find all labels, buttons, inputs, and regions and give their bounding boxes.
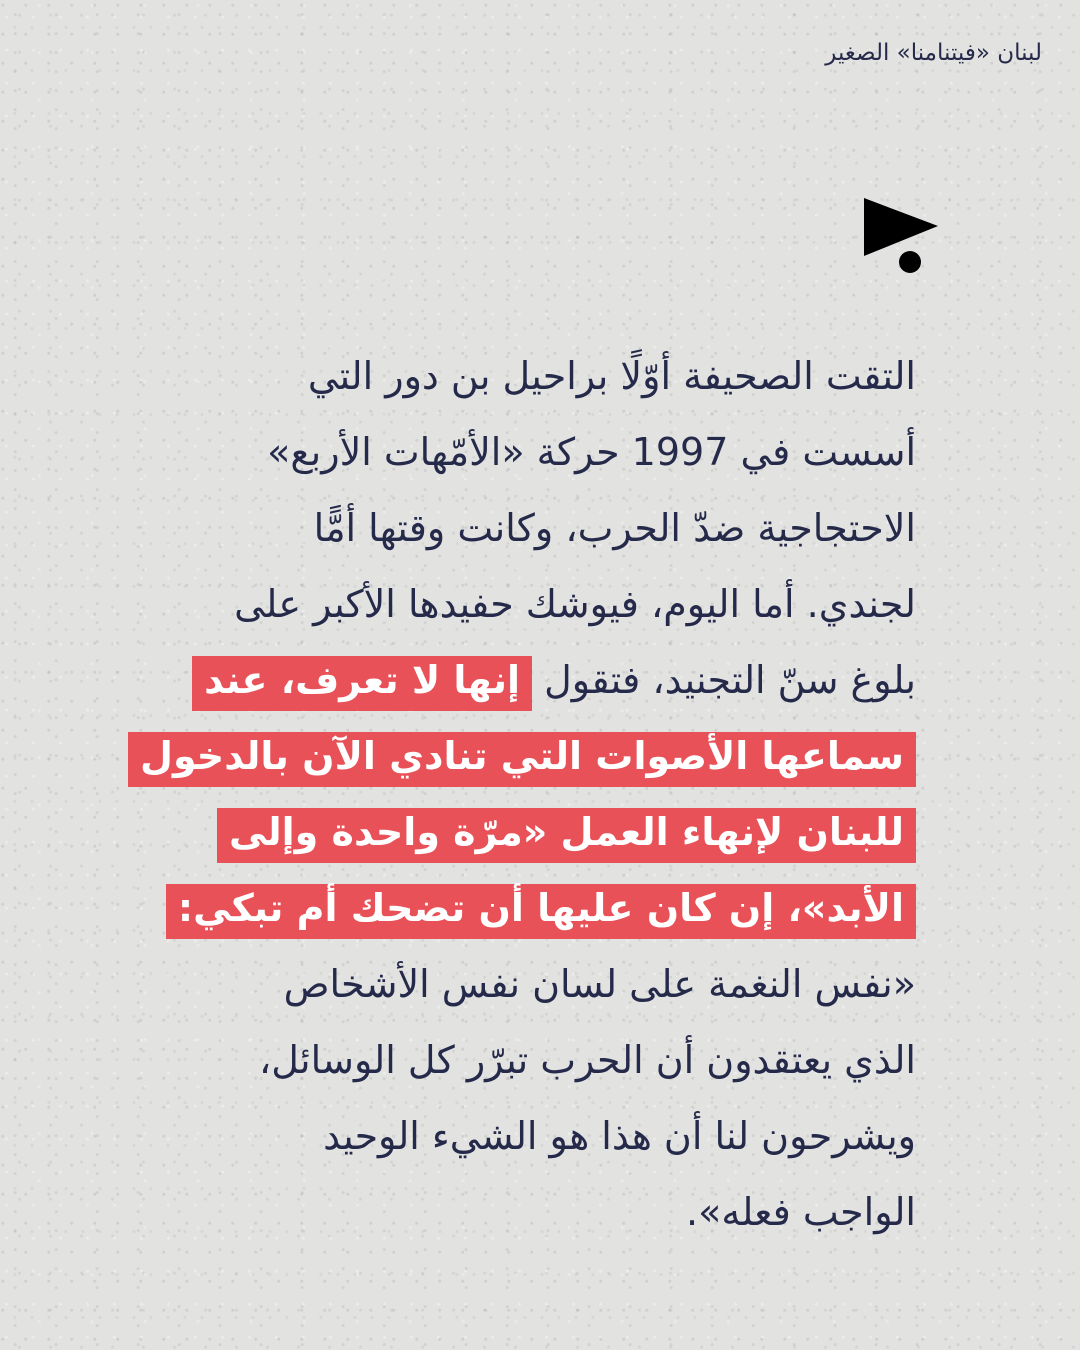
brand-dot-shape — [899, 251, 921, 273]
article-text: لجندي. أما اليوم، فيوشك حفيدها الأكبر على — [234, 582, 916, 626]
brand-triangle-shape — [864, 198, 938, 256]
article-text: الواجب فعله». — [686, 1190, 916, 1234]
highlighted-quote: الأبد»، إن كان عليها أن تضحك أم تبكي: — [166, 884, 916, 939]
article-body — [116, 338, 916, 1250]
article-text: ويشرحون لنا أن هذا هو الشيء الوحيد — [323, 1114, 916, 1158]
article-text: أسست في 1997 حركة «الأمّهات الأربع» — [267, 430, 916, 474]
article-line — [116, 946, 916, 1022]
article-text: الاحتجاجية ضدّ الحرب، وكانت وقتها أمًّا — [313, 506, 916, 550]
page-title: لبنان «فيتنامنا» الصغير — [825, 40, 1042, 66]
brand-play-dot-icon — [862, 196, 942, 276]
highlighted-quote: إنها لا تعرف، عند — [192, 656, 532, 711]
article-text: التقت الصحيفة أوّلًا براحيل بن دور التي — [307, 354, 916, 398]
article-line — [116, 414, 916, 490]
highlighted-quote: سماعها الأصوات التي تنادي الآن بالدخول — [128, 732, 916, 787]
article-line — [116, 642, 916, 718]
article-line — [116, 870, 916, 946]
article-line — [116, 566, 916, 642]
article-line — [116, 1174, 916, 1250]
article-line — [116, 794, 916, 870]
article-line — [116, 338, 916, 414]
article-text: بلوغ سنّ التجنيد، فتقول — [532, 658, 916, 702]
highlighted-quote: للبنان لإنهاء العمل «مرّة واحدة وإلى — [217, 808, 916, 863]
article-line — [116, 1098, 916, 1174]
article-line — [116, 1022, 916, 1098]
article-text: «نفس النغمة على لسان نفس الأشخاص — [283, 962, 916, 1006]
article-text: الذي يعتقدون أن الحرب تبرّر كل الوسائل، — [258, 1038, 916, 1082]
article-line — [116, 718, 916, 794]
article-line — [116, 490, 916, 566]
